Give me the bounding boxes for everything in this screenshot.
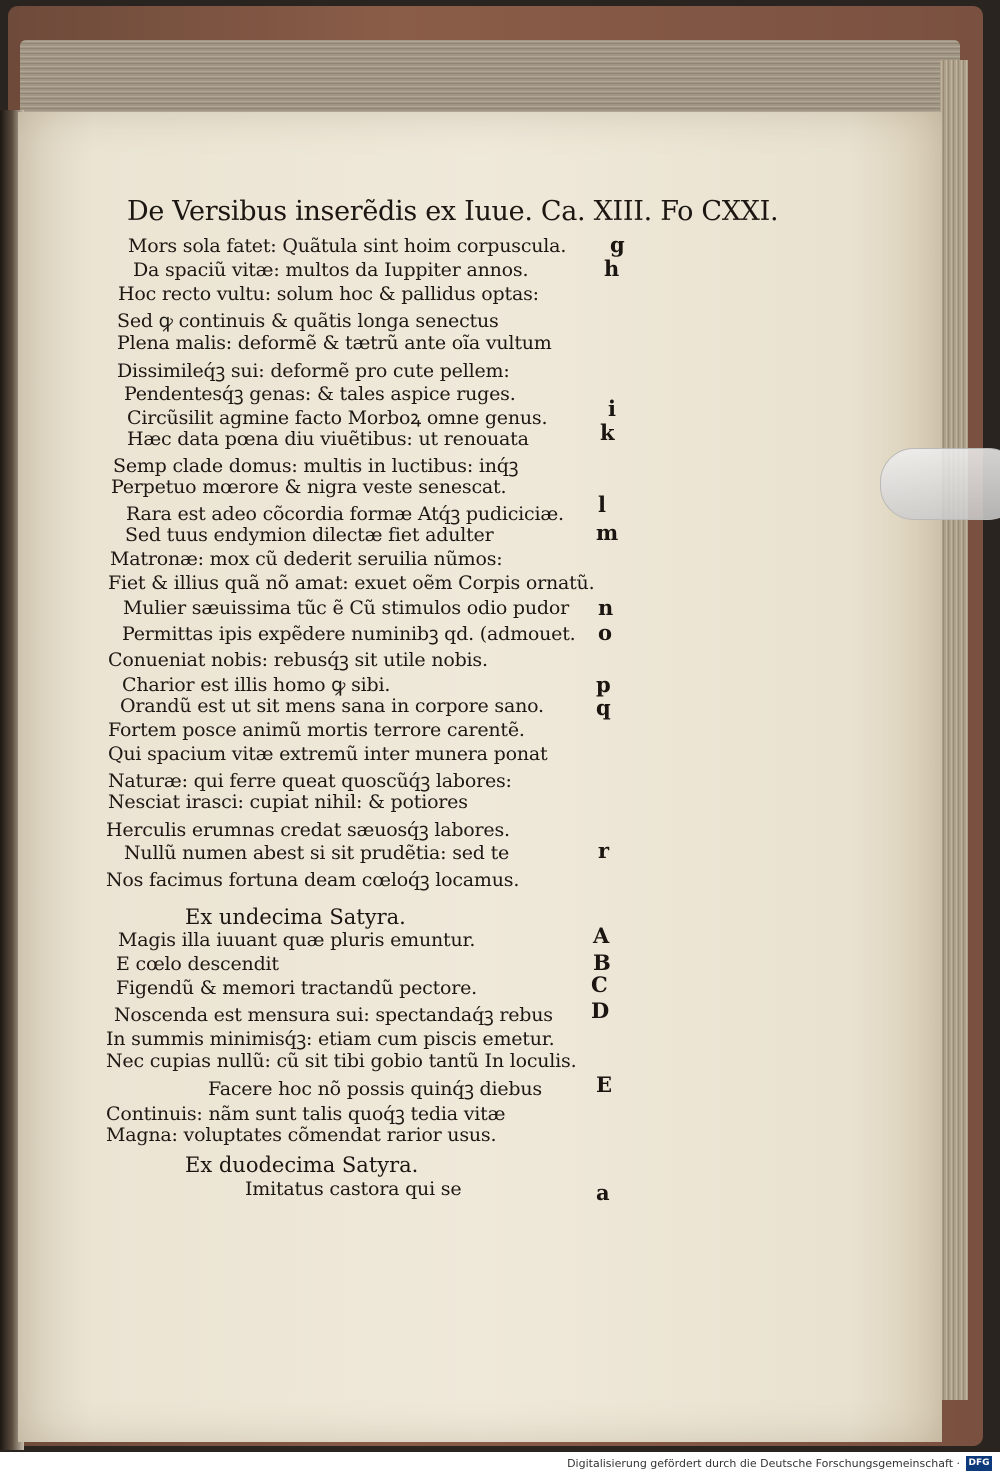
marginal-letter: q (596, 695, 611, 720)
text-line: Nec cupias nullũ: cũ sit tibi gobio tantũ In loculis. (106, 1050, 577, 1072)
text-line: Facere hoc nõ possis quinq́ꝫ diebus (208, 1078, 542, 1100)
text-line: Mulier sæuissima tũc ẽ Cũ stimulos odio pudor (123, 597, 570, 619)
marginal-letter: h (604, 256, 620, 281)
section-title-duodecima: Ex duodecima Satyra. (185, 1153, 419, 1177)
marginal-letter: a (596, 1180, 610, 1205)
text-line: Perpetuo mœrore & nigra veste senescat. (111, 476, 507, 498)
page-heading: De Versibus inserẽdis ex Iuue. Ca. XIII. Fo CXXI. (127, 196, 779, 227)
text-line: Noscenda est mensura sui: spectandaq́ꝫ rebus (114, 1004, 553, 1026)
text-line: Da spaciũ vitæ: multos da Iuppiter annos. (133, 259, 529, 281)
text-line: Figendũ & memori tractandũ pectore. (116, 977, 478, 999)
text-line: Rara est adeo cõcordia formæ Atq́ꝫ pudiciciæ. (126, 503, 564, 525)
text-line: In summis minimisq́ꝫ: etiam cum piscis emetur. (106, 1028, 555, 1050)
text-line: Sed tuus endymion dilectæ fiet adulter (125, 524, 494, 546)
text-line: Fortem posce animũ mortis terrore carentẽ. (108, 719, 525, 741)
page-edges-right (940, 60, 968, 1400)
text-line: Charior est illis homo ꝙ sibi. (122, 674, 391, 696)
text-line: Conueniat nobis: rebusq́ꝫ sit utile nobis. (108, 649, 488, 671)
marginal-letter: r (598, 838, 610, 863)
marginal-letter: m (596, 520, 619, 545)
footer-credit: Digitalisierung gefördert durch die Deutsche Forschungsgemeinschaft · (567, 1457, 960, 1470)
marginal-letter: k (600, 420, 615, 445)
text-line: Circũsilit agmine facto Morboꝝ omne genus. (127, 407, 548, 429)
text-line: Sed ꝙ continuis & quãtis longa senectus (117, 310, 499, 332)
marginal-letter: E (596, 1072, 613, 1097)
page-edges-top (20, 40, 960, 115)
text-line: Permittas ipis expẽdere numinibꝫ qd. (admouet. (122, 623, 576, 645)
section-title-undecima: Ex undecima Satyra. (185, 905, 406, 929)
marginal-letter: D (591, 998, 610, 1023)
text-line: Hoc recto vultu: solum hoc & pallidus optas: (118, 283, 539, 305)
text-line: Magis illa iuuant quæ pluris emuntur. (118, 929, 476, 951)
marginal-letter: i (608, 396, 616, 421)
marginal-letter: o (598, 620, 613, 645)
marginal-letter: p (596, 672, 611, 697)
text-line: Continuis: nãm sunt talis quoq́ꝫ tedia vitæ (106, 1103, 506, 1125)
marginal-letter: C (591, 972, 608, 997)
text-line: Orandũ est ut sit mens sana in corpore sano. (120, 695, 544, 717)
bookmark-clip (880, 448, 1000, 520)
dfg-logo-icon: DFG (966, 1456, 992, 1471)
text-line: Matronæ: mox cũ dederit seruilia nũmos: (110, 548, 503, 570)
text-line: E cœlo descendit (116, 953, 279, 975)
text-line: Qui spacium vitæ extremũ inter munera ponat (108, 743, 548, 765)
text-line: Dissimileq́ꝫ sui: deformẽ pro cute pellem: (117, 360, 510, 382)
text-line: Nullũ numen abest si sit prudẽtia: sed te (124, 842, 510, 864)
text-line: Semp clade domus: multis in luctibus: inq́ꝫ (113, 455, 519, 477)
text-line: Fiet & illius quã nõ amat: exuet oẽm Corpis ornatũ. (108, 572, 595, 594)
text-line: Mors sola fatet: Quãtula sint hoim corpuscula. (128, 235, 567, 257)
text-line: Magna: voluptates cõmendat rarior usus. (106, 1124, 497, 1146)
footer-bar (0, 1452, 1000, 1477)
marginal-letter: g (610, 232, 625, 257)
marginal-letter: A (593, 923, 610, 948)
text-line: Plena malis: deformẽ & tætrũ ante oĩa vultum (117, 332, 552, 354)
marginal-letter: B (593, 950, 611, 975)
text-line: Naturæ: qui ferre queat quoscũq́ꝫ labores: (108, 770, 512, 792)
marginal-letter: l (598, 492, 606, 517)
text-line: Nesciat irasci: cupiat nihil: & potiores (108, 791, 468, 813)
text-line: Nos facimus fortuna deam cœloq́ꝫ locamus. (106, 869, 520, 891)
text-line: Imitatus castora qui se (245, 1178, 462, 1200)
text-line: Hæc data pœna diu viuẽtibus: ut renouata (127, 428, 529, 450)
text-line: Pendentesq́ꝫ genas: & tales aspice ruges. (124, 383, 516, 405)
marginal-letter: n (598, 595, 614, 620)
text-line: Herculis erumnas credat sæuosq́ꝫ labores. (106, 819, 510, 841)
